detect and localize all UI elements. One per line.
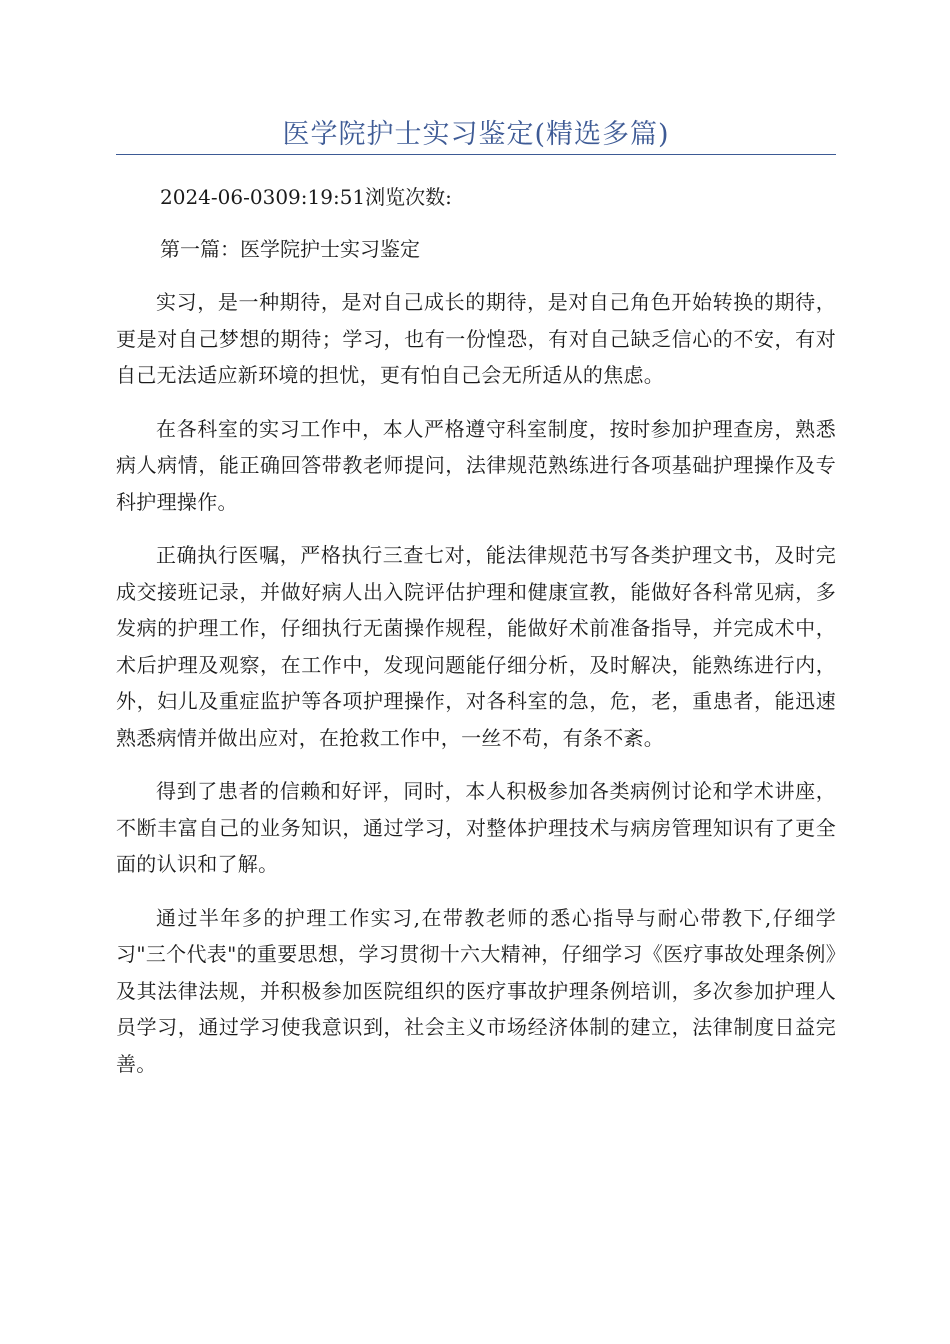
paragraph: 正确执行医嘱，严格执行三查七对，能法律规范书写各类护理文书，及时完成交接班记录，并做好病人出入院评估护理和健康宣教，能做好各科常见病，多发病的护理工作，仔细执行无菌操作规程，能做好术前准备指导，并完成术中，术后护理及观察，在工作中，发现问题能仔细分析，及时解决，能熟练进行内，外，妇儿及重症监护等各项护理操作，对各科室的急，危，老，重患者，能迅速熟悉病情并做出应对，在抢救工作中，一丝不苟，有条不紊。 [116,543,836,750]
document-title: 医学院护士实习鉴定(精选多篇) [282,119,670,150]
paragraph: 通过半年多的护理工作实习,在带教老师的悉心指导与耐心带教下,仔细学习"三个代表"的重要思想，学习贯彻十六大精神，仔细学习《医疗事故处理条例》及其法律法规，并积极参加医院组织的医疗事故护理条例培训，多次参加护理人员学习，通过学习使我意识到，社会主义市场经济体制的建立，法律制度日益完善。 [116,905,836,1076]
paragraph: 在各科室的实习工作中，本人严格遵守科室制度，按时参加护理查房，熟悉病人病情，能正确回答带教老师提问，法律规范熟练进行各项基础护理操作及专科护理操作。 [116,416,836,514]
paragraph: 实习，是一种期待，是对自己成长的期待，是对自己角色开始转换的期待，更是对自己梦想的期待；学习，也有一份惶恐，有对自己缺乏信心的不安，有对自己无法适应新环境的担忧，更有怕自己会无所适从的焦虑。 [116,290,836,387]
publish-meta: 2024-06-0309:19:51浏览次数: [160,185,452,209]
section-heading: 第一篇：医学院护士实习鉴定 [160,237,420,261]
title-divider [116,154,836,155]
document-page [116,0,836,1082]
paragraph: 得到了患者的信赖和好评，同时，本人积极参加各类病例讨论和学术讲座，不断丰富自己的业务知识，通过学习，对整体护理技术与病房管理知识有了更全面的认识和了解。 [116,779,836,876]
